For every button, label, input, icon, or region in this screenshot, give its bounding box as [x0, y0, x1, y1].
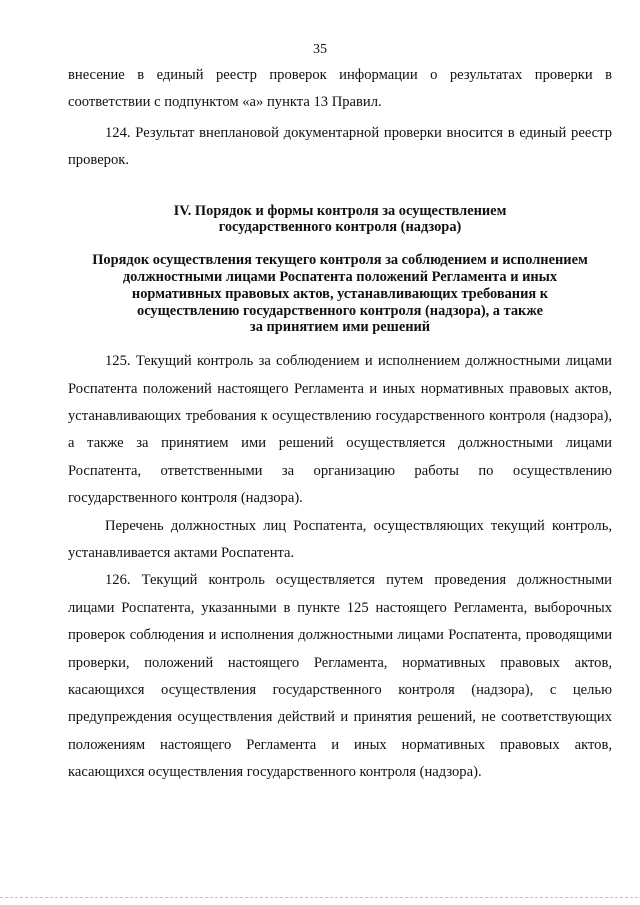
paragraph-125: 125. Текущий контроль за соблюдением и исполнением должностными лицами Роспатента положений настоящего Регламента и иных нормативных правовых актов, устанавливающих требования к осуществлению государственного контроля (надзора), а также за принятием ими решений осуществляется должностными лицами Роспатента, ответственными за организацию работы по осуществлению государственного контроля (надзора).	[68, 353, 612, 507]
scan-artifact-line	[0, 897, 640, 898]
subsection-title	[68, 252, 612, 336]
paragraph-125-list: Перечень должностных лиц Роспатента, осуществляющих текущий контроль, устанавливается актами Роспатента.	[68, 517, 612, 562]
section-title-line: государственного контроля (надзора)	[218, 219, 462, 236]
section-title	[68, 203, 612, 237]
paragraph-124: 124. Результат внеплановой документарной проверки вносится в единый реестр проверок.	[68, 124, 612, 169]
paragraph-continued: внесение в единый реестр проверок информации о результатах проверки в соответствии с подпунктом «а» пункта 13 Правил.	[68, 67, 612, 111]
document-body	[68, 62, 612, 787]
subsection-title-line: Порядок осуществления текущего контроля за соблюдением и исполнением	[92, 252, 588, 269]
page-number: 35	[313, 42, 327, 57]
section-title-line: IV. Порядок и формы контроля за осуществлением	[173, 202, 507, 219]
subsection-title-line: осуществлению государственного контроля (надзора), а также	[137, 302, 543, 319]
subsection-title-line: за принятием ими решений	[249, 319, 431, 336]
subsection-title-line: нормативных правовых актов, устанавливающих требования к	[131, 285, 549, 302]
paragraph-126: 126. Текущий контроль осуществляется путем проведения должностными лицами Роспатента, указанными в пункте 125 настоящего Регламента, выборочных проверок соблюдения и исполнения должностными лицами Роспатента, проводящими проверки, положений настоящего Регламента, нормативных правовых актов, касающихся осуществления государственного контроля (надзора), с целью предупреждения осуществления действий и принятия решений, не соответствующих положениям настоящего Регламента и иных нормативных правовых актов, касающихся осуществления государственного контроля (надзора).	[68, 572, 612, 781]
subsection-title-line: должностными лицами Роспатента положений Регламента и иных	[122, 269, 558, 286]
